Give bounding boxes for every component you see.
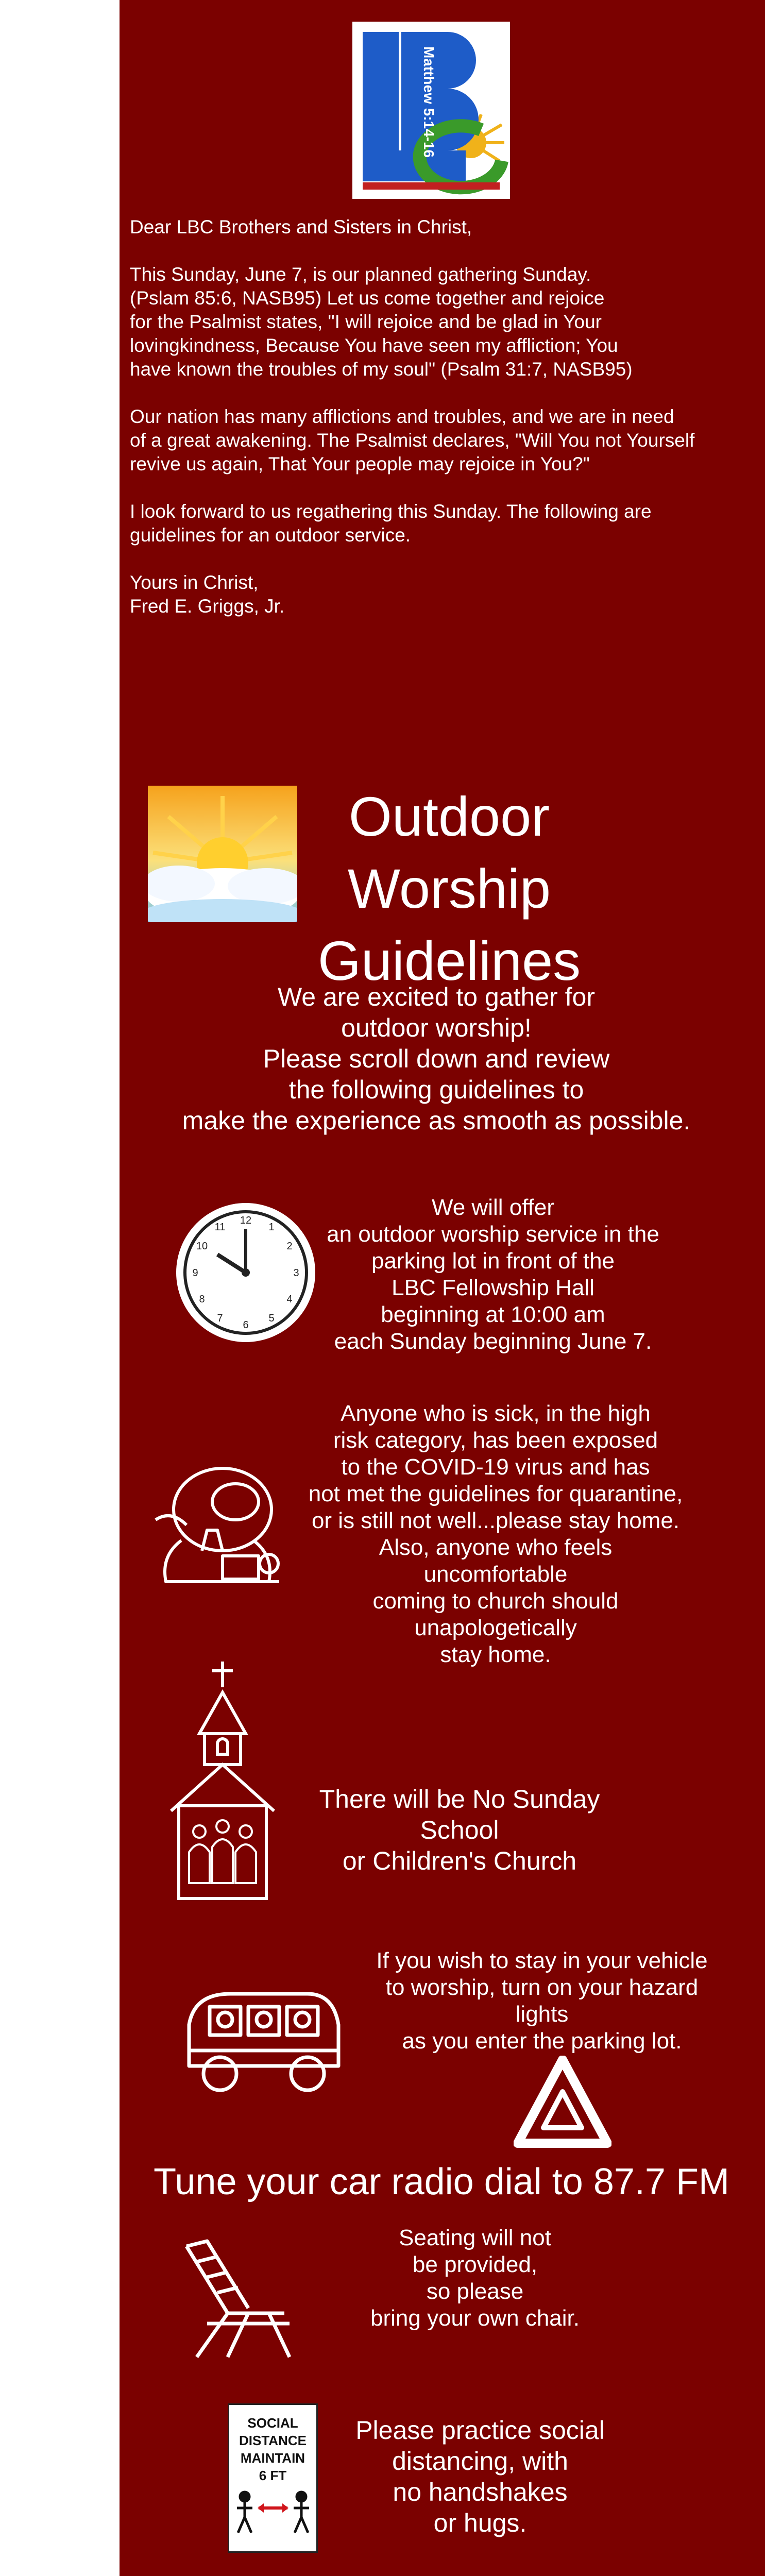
van-icon bbox=[179, 1978, 349, 2097]
distancing-text: Please practice social distancing, with no handshakes or hugs. bbox=[355, 2416, 605, 2537]
svg-text:10: 10 bbox=[196, 1241, 208, 1252]
svg-text:1: 1 bbox=[268, 1222, 275, 1233]
logo-verse-wrap bbox=[413, 42, 444, 171]
letter-signature: Fred E. Griggs, Jr. bbox=[130, 596, 285, 617]
letter-greeting: Dear LBC Brothers and Sisters in Christ, bbox=[130, 216, 472, 238]
svg-text:7: 7 bbox=[217, 1313, 223, 1324]
vehicle-worship-text: If you wish to stay in your vehicle to worship, turn on your hazard lights as you enter the parking lot. bbox=[376, 1948, 708, 2054]
letter-paragraph-1: This Sunday, June 7, is our planned gathering Sunday. (Pslam 85:6, NASB95) Let us come together and rejoice for the Psalmist states, "I will rejoice and be glad in Your lovingkindness, Because You have seen my affliction; You have known the troubles of my soul" (Psalm 31:7, NASB95) bbox=[130, 264, 633, 380]
intro-text: We are excited to gather for outdoor worship! Please scroll down and review the following guidelines to make the experience as smooth as possible. bbox=[182, 982, 691, 1135]
sunrise-icon bbox=[148, 786, 297, 922]
church-logo bbox=[352, 22, 510, 199]
distancing-people-icon bbox=[232, 2486, 314, 2538]
page-heading bbox=[290, 781, 609, 997]
radio-dial-text: Tune your car radio dial to 87.7 FM bbox=[154, 2161, 729, 2202]
svg-text:3: 3 bbox=[293, 1267, 299, 1279]
sick-person-icon bbox=[145, 1453, 290, 1587]
letter bbox=[130, 215, 758, 642]
svg-text:5: 5 bbox=[268, 1313, 275, 1324]
hazard-triangle-icon bbox=[514, 2056, 611, 2148]
letter-paragraph-2: Our nation has many afflictions and troubles, and we are in need of a great awakening. The Psalmist declares, "Will You not Yourself revive us again, That Your people may rejoice in You?" bbox=[130, 406, 695, 474]
svg-text:4: 4 bbox=[286, 1294, 293, 1305]
svg-text:8: 8 bbox=[199, 1294, 205, 1305]
logo-verse: Matthew 5:14-16 bbox=[421, 46, 437, 158]
seating-text: Seating will not be provided, so please bring your own chair. bbox=[370, 2225, 580, 2331]
svg-text:11: 11 bbox=[214, 1222, 226, 1233]
heading-line-2: Guidelines bbox=[317, 929, 581, 992]
chair-icon bbox=[176, 2236, 295, 2360]
church-icon bbox=[168, 1662, 277, 1901]
svg-text:12: 12 bbox=[240, 1215, 252, 1226]
heading-line-1: Outdoor Worship bbox=[347, 785, 551, 920]
content-panel bbox=[120, 0, 765, 2576]
sick-policy-text: Anyone who is sick, in the high risk category, has been exposed to the COVID-19 virus and has not met the guidelines for quarantine, or is still not well...please stay home. Also, anyone who feels uncomfortable coming to church should unapologetically stay home. bbox=[308, 1401, 683, 1667]
letter-paragraph-3: I look forward to us regathering this Sunday. The following are guidelines for an outdoor service. bbox=[130, 501, 652, 546]
letter-closing: Yours in Christ, Fred E. Griggs, Jr. bbox=[130, 572, 285, 617]
clock-icon bbox=[171, 1198, 320, 1347]
social-distance-sign: SOCIAL DISTANCE MAINTAIN 6 FT bbox=[228, 2403, 318, 2553]
no-sunday-school-text: There will be No Sunday School or Children's Church bbox=[319, 1785, 600, 1875]
svg-text:2: 2 bbox=[286, 1241, 293, 1252]
svg-text:6: 6 bbox=[243, 1319, 249, 1331]
service-time-text: We will offer an outdoor worship service in the parking lot in front of the LBC Fellowship Hall beginning at 10:00 am each Sunday beginning June 7. bbox=[327, 1195, 659, 1354]
svg-text:9: 9 bbox=[192, 1267, 198, 1279]
